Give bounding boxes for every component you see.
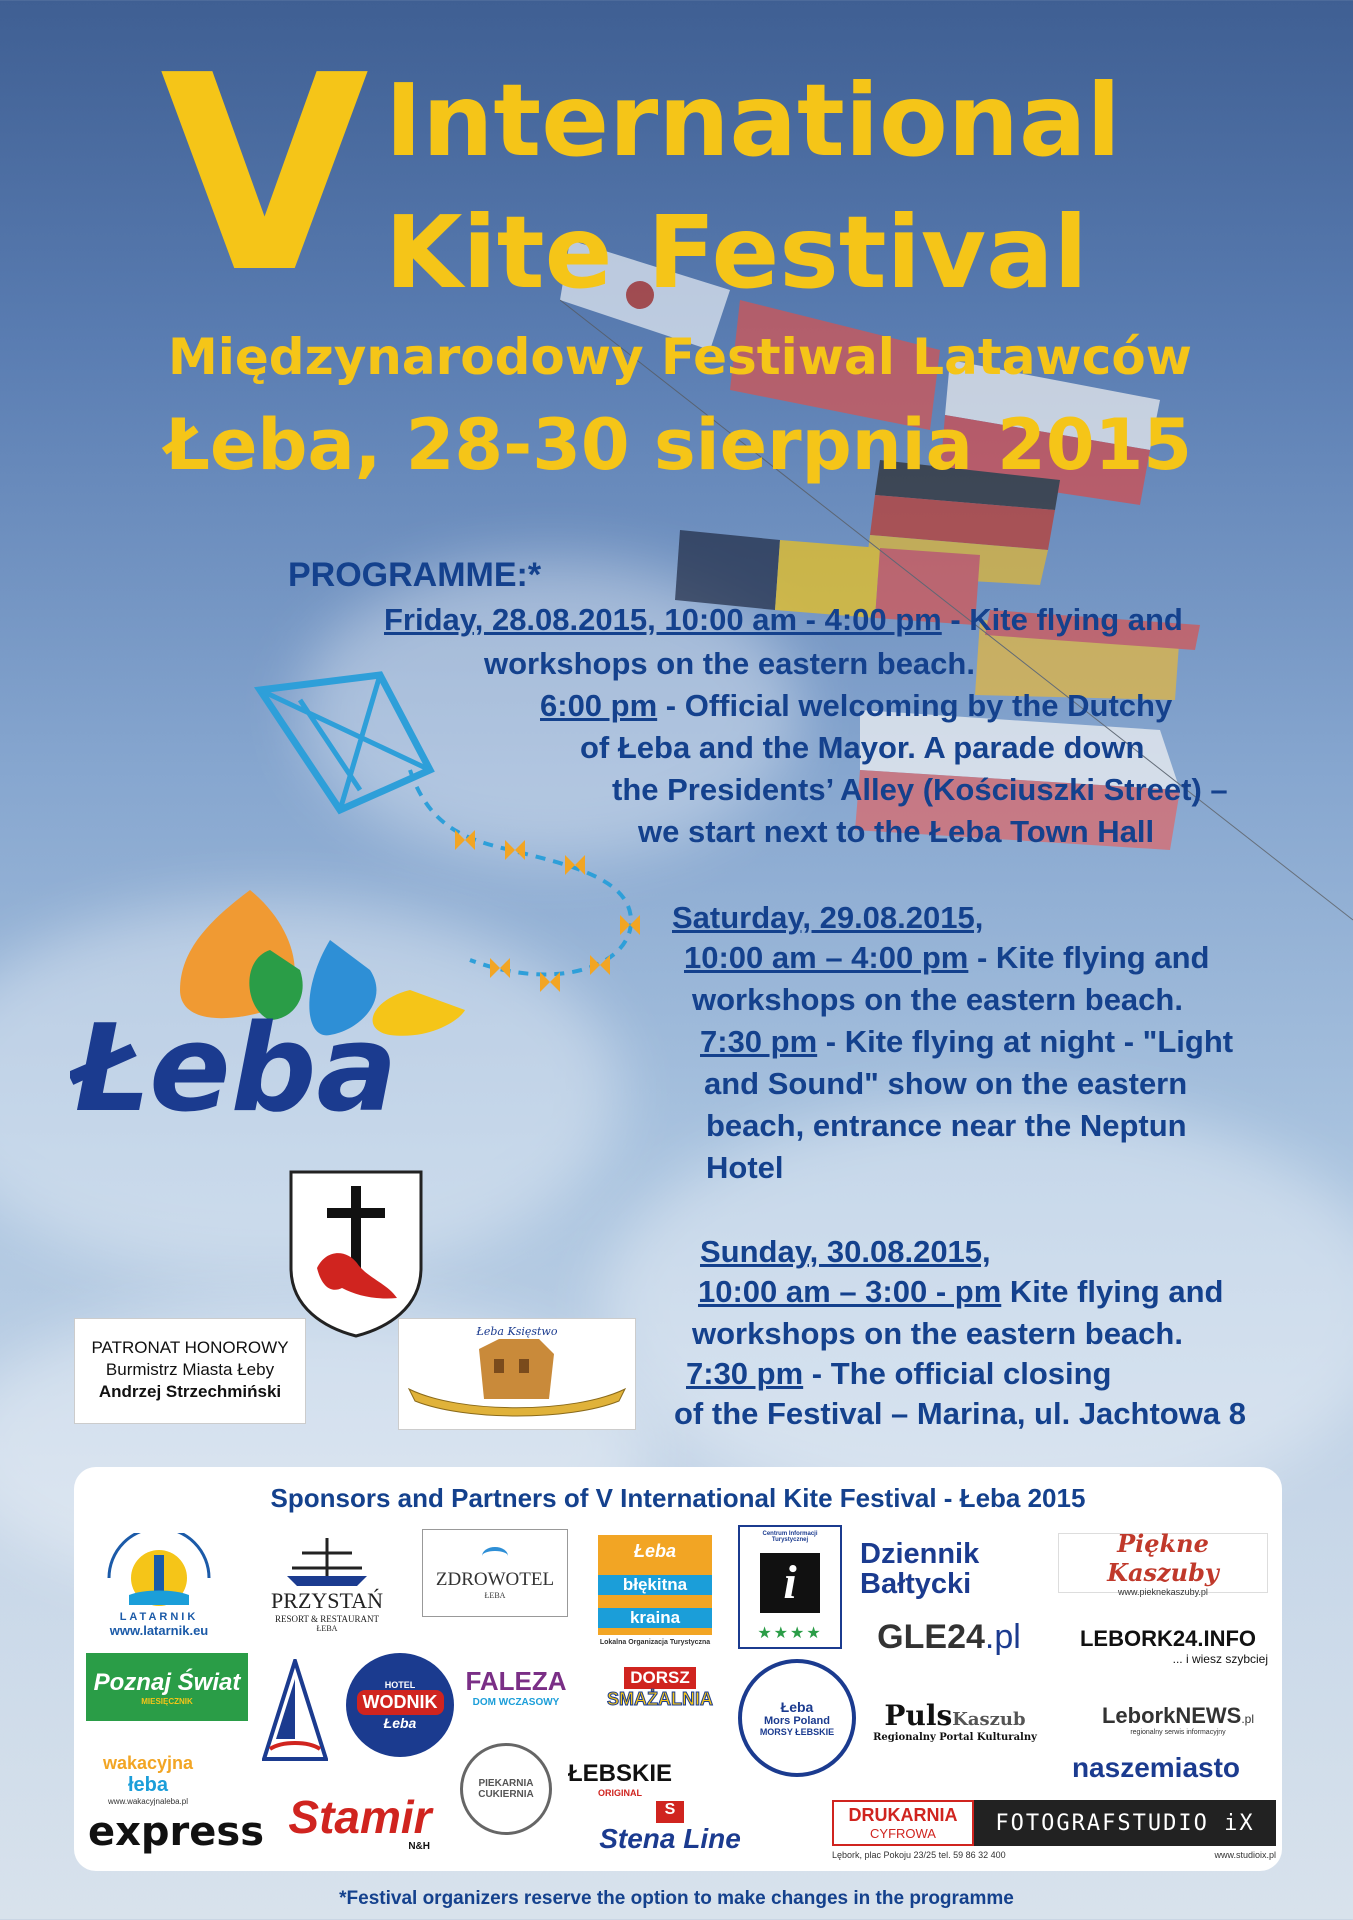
blekitna-3: kraina [598, 1608, 712, 1628]
stena-text: Stena Line [599, 1823, 741, 1854]
sponsor-studio-ix[interactable] [832, 1797, 1276, 1863]
sponsor-latarnik[interactable] [84, 1525, 234, 1645]
wodnik-sub: Łeba [383, 1714, 417, 1731]
sunday-text-1: Kite flying and [1001, 1274, 1224, 1309]
gl24-suffix: .pl [984, 1617, 1021, 1656]
leba-ksiestwo-logo [398, 1318, 636, 1430]
sunday-line-2: workshops on the eastern beach. [692, 1316, 1183, 1351]
title-polish: Międzynarodowy Festiwal Latawców [168, 328, 1192, 386]
footnote: *Festival organizers reserve the option to make changes in the programme [339, 1888, 1014, 1909]
patron-line-2: Burmistrz Miasta Łeby [105, 1360, 275, 1379]
przystan-sub: RESORT & RESTAURANT [274, 1613, 380, 1624]
friday-text-3: - Official welcoming by the Dutchy [657, 688, 1173, 723]
sponsor-dorsz-smazalnia[interactable] [600, 1653, 720, 1723]
piekne-url: www.pieknekaszuby.pl [1118, 1587, 1208, 1597]
title-line-2: Kite Festival [385, 194, 1088, 311]
latarnik-text: LATARNIK [119, 1610, 199, 1623]
poznaj-text: Poznaj Świat [93, 1668, 241, 1696]
saturday-time-1: 10:00 am – 4:00 pm [684, 940, 969, 975]
morsy-mid: Mors Poland [763, 1715, 830, 1727]
poznaj-sub: MIESIĘCZNIK [141, 1696, 193, 1706]
ship-icon [282, 1538, 372, 1588]
friday-line-4: of Łeba and the Mayor. A parade down [580, 730, 1145, 765]
dziennik-1: Dziennik [860, 1538, 980, 1570]
przystan-text: PRZYSTAŃ [271, 1587, 383, 1613]
studio-address: Lębork, plac Pokoju 23/25 tel. 59 86 32 400 [832, 1850, 1006, 1860]
puls-sub: Regionalny Portal Kulturalny [873, 1732, 1037, 1743]
saturday-line-2: workshops on the eastern beach. [692, 982, 1183, 1017]
dorsz-sub: SMAŻALNIA [607, 1688, 713, 1709]
gl24-text: GLE24 [877, 1617, 985, 1656]
saturday-line-1 [684, 940, 1209, 976]
castle-icon [399, 1319, 635, 1429]
wave-icon [482, 1547, 508, 1565]
friday-line-2: workshops on the eastern beach. [484, 646, 975, 681]
puls-kaszub: Kaszub [952, 1709, 1026, 1730]
wakacyjna-2: łeba [127, 1773, 169, 1796]
drukarnia-2: CYFROWA [870, 1826, 936, 1841]
sunday-time-2: 7:30 pm [686, 1356, 804, 1391]
sunday-date: Sunday, 30.08.2015, [700, 1234, 991, 1269]
stena-badge: S [656, 1801, 684, 1823]
zdrowotel-sub: ŁEBA [484, 1590, 506, 1600]
leba-logo [70, 880, 570, 1140]
stars-icon: ★★★★ [757, 1625, 823, 1642]
sunday-date-line [700, 1234, 991, 1270]
faleza-sub: DOM WCZASOWY [472, 1697, 560, 1708]
dorsz-text: DORSZ [624, 1667, 696, 1689]
puls-text: Puls [884, 1699, 953, 1732]
sunday-line-3 [686, 1356, 1111, 1392]
info-sub: Centrum Informacji Turystycznej [762, 1531, 818, 1543]
sunday-line-1 [698, 1274, 1223, 1310]
blekitna-sub: Lokalna Organizacja Turystyczna [599, 1638, 711, 1646]
saturday-text-3: - Kite flying at night - "Light [817, 1024, 1234, 1059]
express-text: express [87, 1809, 265, 1855]
sunday-text-3: - The official closing [803, 1356, 1112, 1391]
lebskie-sub: ORIGINAL [598, 1788, 642, 1798]
saturday-text-1: - Kite flying and [968, 940, 1210, 975]
saturday-line-4: and Sound" show on the eastern [704, 1066, 1188, 1101]
sunday-line-4: of the Festival – Marina, ul. Jachtowa 8 [674, 1396, 1246, 1431]
title-roman-numeral: V [160, 17, 363, 332]
sponsor-blekitna-kraina[interactable] [594, 1527, 716, 1653]
wodnik-text: WODNIK [357, 1690, 444, 1715]
lebork24-sub: ... i wiesz szybciej [1172, 1652, 1268, 1666]
sponsor-leborknews[interactable] [1088, 1699, 1268, 1739]
title-line-1: International [385, 62, 1121, 179]
sponsor-tourist-info[interactable] [738, 1525, 842, 1649]
fotograf-text: FOTOGRAFSTUDIO iX [974, 1800, 1276, 1846]
piekarnia-sub: CUKIERNIA [478, 1789, 534, 1800]
info-letter: i [760, 1553, 820, 1613]
saturday-time-2: 7:30 pm [700, 1024, 818, 1059]
morsy-bottom: MORSY ŁEBSKIE [759, 1727, 835, 1737]
patron-line-3: Andrzej Strzechmiński [98, 1382, 282, 1401]
sponsor-express[interactable] [82, 1807, 270, 1857]
lebskie-text: ŁEBSKIE [567, 1760, 672, 1787]
saturday-date-line [672, 900, 983, 936]
ksiestwo-text: Łeba Księstwo [476, 1325, 558, 1338]
sailing-triangle-icon [262, 1659, 328, 1763]
nasze-text: naszemiasto [1071, 1752, 1241, 1783]
sponsor-dziennik-baltycki[interactable] [860, 1537, 1040, 1601]
blekitna-1: Łeba [633, 1541, 676, 1561]
leborknews-text: LeborkNEWS [1101, 1702, 1242, 1728]
sponsor-hotel-wodnik[interactable] [346, 1653, 454, 1757]
sponsor-zdrowotel[interactable] [422, 1529, 568, 1617]
drukarnia-1: DRUKARNIA [848, 1805, 958, 1825]
sponsor-poznaj-swiat[interactable] [86, 1653, 248, 1721]
faleza-text: FALEZA [465, 1666, 567, 1696]
sponsor-stamir[interactable] [290, 1787, 430, 1857]
friday-date: Friday, 28.08.2015, 10:00 am - 4:00 pm [384, 602, 942, 637]
piekne-text: Piękne Kaszuby [1107, 1529, 1219, 1587]
blekitna-2: błękitna [598, 1575, 712, 1595]
przystan-place: ŁEBA [316, 1623, 338, 1633]
friday-time-2: 6:00 pm [540, 688, 658, 723]
sunday-time-1: 10:00 am – 3:00 - pm [698, 1274, 1002, 1309]
stamir-text: Stamir [288, 1790, 432, 1843]
sponsors-title: Sponsors and Partners of V International Kite Festival - Łeba 2015 [270, 1483, 1086, 1513]
leborknews-sub: regionalny serwis informacyjny [1130, 1728, 1226, 1736]
sponsor-gle24[interactable] [874, 1611, 1024, 1663]
sponsor-stena-line[interactable] [592, 1793, 748, 1863]
morsy-top: Łeba [780, 1699, 814, 1715]
sponsor-morsy-lebskie[interactable] [738, 1659, 856, 1777]
saturday-line-3 [700, 1024, 1233, 1060]
lighthouse-icon [99, 1533, 219, 1611]
sponsor-przystan[interactable] [252, 1525, 402, 1645]
lebork24-text: LEBORK24.INFO [1079, 1626, 1257, 1651]
studio-url: www.studioix.pl [1214, 1850, 1276, 1860]
piekarnia-text: PIEKARNIA [478, 1778, 534, 1789]
wakacyjna-url: www.wakacyjnaleba.pl [107, 1796, 189, 1806]
friday-line-1 [384, 602, 1183, 638]
city-crest-icon [287, 1168, 425, 1338]
sponsor-piekne-kaszuby[interactable] [1058, 1529, 1268, 1597]
sponsor-naszemiasto[interactable] [1044, 1747, 1268, 1789]
sponsor-piekarnia-cukiernia[interactable] [460, 1743, 552, 1835]
wakacyjna-1: wakacyjna [102, 1752, 194, 1773]
saturday-date: Saturday, 29.08.2015, [672, 900, 984, 935]
title-place-date: Łeba, 28-30 sierpnia 2015 [165, 404, 1192, 486]
sponsor-lebork24[interactable] [1068, 1617, 1268, 1675]
sponsor-faleza[interactable] [466, 1651, 566, 1723]
friday-line-5: the Presidents’ Alley (Kościuszki Street) – [612, 772, 1228, 807]
zdrowotel-text: ZDROWOTEL [435, 1568, 555, 1590]
dziennik-2: Bałtycki [860, 1568, 972, 1600]
patron-line-1: PATRONAT HONOROWY [91, 1338, 289, 1357]
friday-text-1: - Kite flying and [941, 602, 1183, 637]
honorary-patronage-box [74, 1318, 306, 1424]
stamir-sub: N&H [408, 1840, 430, 1852]
friday-line-6: we start next to the Łeba Town Hall [638, 814, 1155, 849]
saturday-line-6: Hotel [706, 1150, 784, 1185]
sponsors-panel [74, 1467, 1282, 1871]
programme-heading: PROGRAMME:* [288, 556, 542, 594]
saturday-line-5: beach, entrance near the Neptun [706, 1108, 1187, 1143]
leba-logo-text: Łeba [70, 1000, 398, 1139]
wodnik-top: HOTEL [384, 1679, 416, 1690]
leborknews-suffix: .pl [1241, 1711, 1255, 1726]
latarnik-url: www.latarnik.eu [109, 1622, 209, 1638]
sponsor-puls-kaszub[interactable] [870, 1677, 1040, 1765]
